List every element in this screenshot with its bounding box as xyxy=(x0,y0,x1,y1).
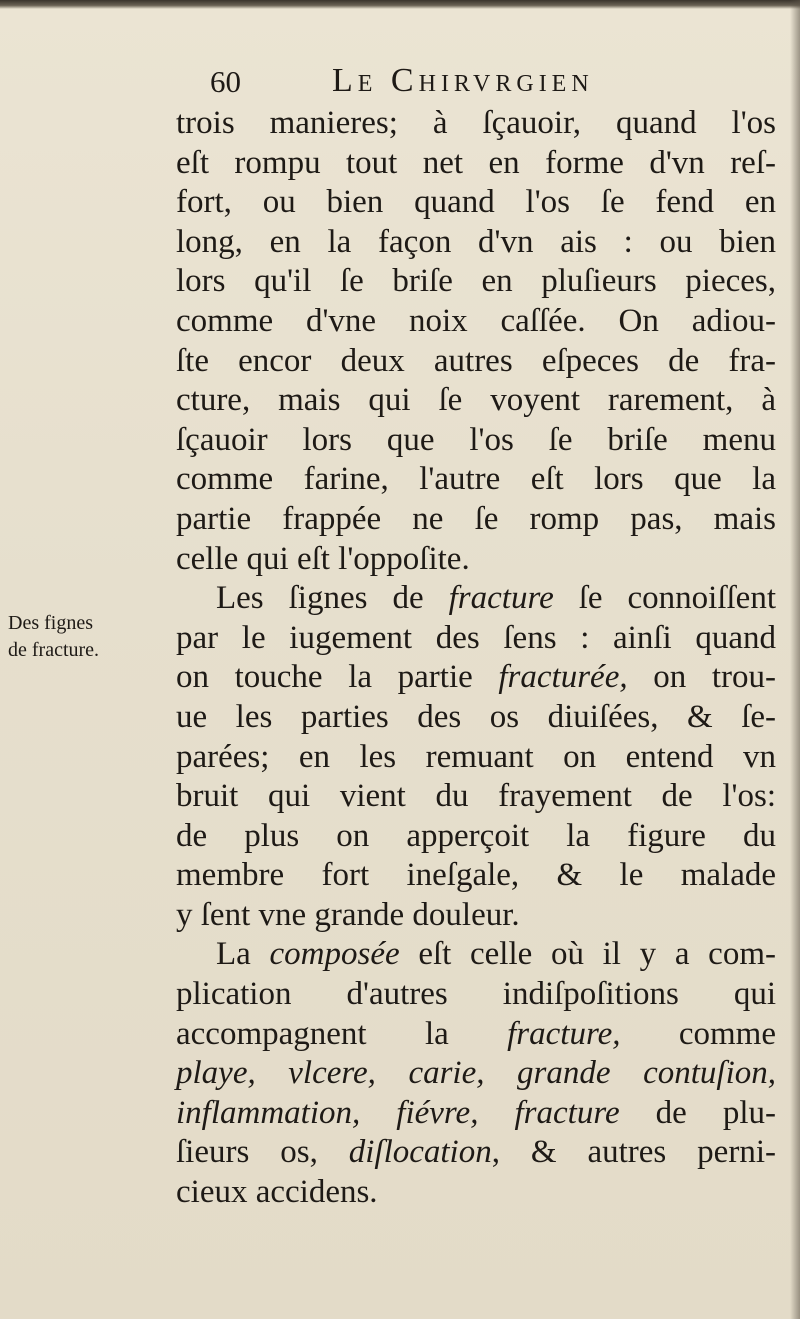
body-text xyxy=(176,104,776,1213)
text-line: cieux accidens. xyxy=(176,1174,378,1211)
text-line: ſçauoir lors que l'os ſe briſe menu xyxy=(176,421,776,458)
text-line: accompagnent la fracture, comme xyxy=(176,1015,776,1052)
italic-term: fracture xyxy=(448,580,554,617)
running-title: Le Chirvrgien xyxy=(332,62,594,99)
text-line: bruit qui vient du frayement de l'os: xyxy=(176,778,776,815)
text-line: comme farine, l'autre eſt lors que la xyxy=(176,461,776,498)
page-binding-shadow xyxy=(790,0,800,1319)
margin-note-line: Des fignes xyxy=(8,612,93,634)
page-top-edge xyxy=(0,0,800,9)
text-line: comme d'vne noix caſſée. On adiou- xyxy=(176,302,776,339)
text-line: ue les parties des os diuiſées, & ſe- xyxy=(176,698,776,735)
text-line: long, en la façon d'vn ais : ou bien xyxy=(176,223,776,260)
text-line: fort, ou bien quand l'os ſe fend en xyxy=(176,184,776,221)
margin-note xyxy=(8,610,184,664)
text-line: cture, mais qui ſe voyent rarement, à xyxy=(176,382,776,419)
italic-term: inflammation, fiévre, fracture xyxy=(176,1094,620,1131)
text-line: plication d'autres indiſpoſitions qui xyxy=(176,976,776,1013)
running-header xyxy=(200,60,760,108)
text-line: partie frappée ne ſe romp pas, mais xyxy=(176,500,776,537)
text-line: par le iugement des ſens : ainſi quand xyxy=(176,619,776,656)
italic-term: composée xyxy=(269,936,400,973)
text-line: La composée eſt celle où il y a com- xyxy=(216,936,776,973)
text-line: Les ſignes de fracture ſe connoiſſent xyxy=(216,580,776,617)
text-line: eſt rompu tout net en forme d'vn reſ- xyxy=(176,144,776,181)
italic-term: fracture, xyxy=(507,1015,621,1052)
page-number: 60 xyxy=(210,64,241,99)
text-line: ſieurs os, diſlocation, & autres perni- xyxy=(176,1134,776,1171)
text-line: de plus on apperçoit la figure du xyxy=(176,817,776,854)
text-line: on touche la partie fracturée, on trou- xyxy=(176,659,776,696)
italic-term: diſlocation xyxy=(348,1134,492,1171)
text-line: trois manieres; à ſçauoir, quand l'os xyxy=(176,105,776,141)
text-line: membre fort ineſgale, & le malade xyxy=(176,857,776,894)
text-line: y ſent vne grande douleur. xyxy=(176,896,520,933)
text-line: ſte encor deux autres eſpeces de fra- xyxy=(176,342,776,379)
italic-term: playe, vlcere, carie, grande contuſion, xyxy=(176,1055,776,1092)
margin-note-line: de fracture. xyxy=(8,639,100,661)
italic-term: fracturée, xyxy=(498,659,628,696)
text-line: lors qu'il ſe briſe en pluſieurs pieces, xyxy=(176,263,776,300)
text-line: inflammation, fiévre, fracture de plu- xyxy=(176,1094,776,1131)
text-line: parées; en les remuant on entend vn xyxy=(176,738,776,775)
text-line xyxy=(176,1054,776,1094)
text-line: celle qui eſt l'oppoſite. xyxy=(176,540,470,577)
